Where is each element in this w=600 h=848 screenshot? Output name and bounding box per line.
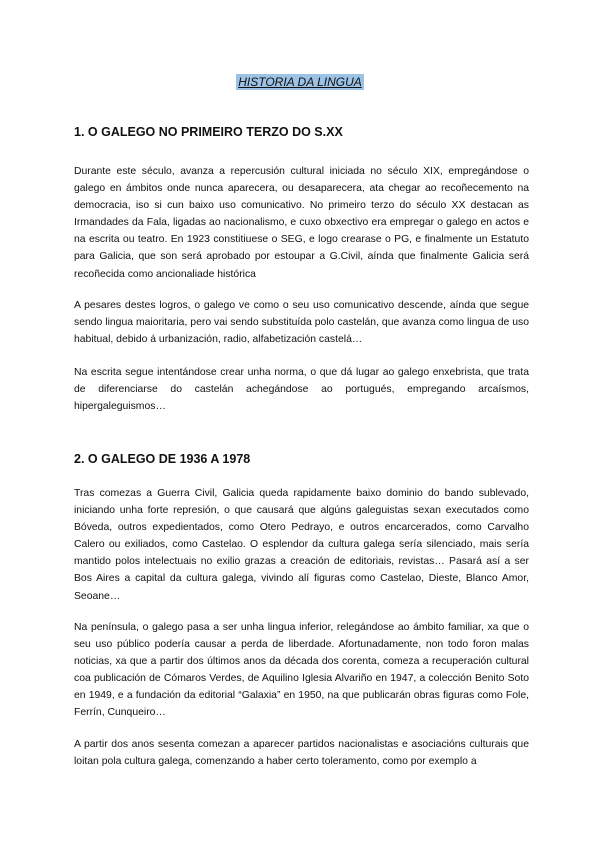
section-1-paragraph-3: Na escrita segue intentándose crear unha norma, o que dá lugar ao galego enxebrista, que trata de diferenciarse do castelán achegándose ao portugués, empregando arcaísmos, hipergaleguismos… — [74, 367, 529, 413]
section-2-paragraph-2: Na península, o galego pasa a ser unha lingua inferior, relegándose ao ámbito familiar, xa que o seu uso público podería causar a perda de liberdade. Afortunadamente, non todo foron malas noticias, xa que a partir dos últimos anos da década dos corenta, comeza a recuperación cultural coa publicación de Cómaros Verdes, de Aquilino Iglesia Alvariño en 1947, a colección Benito Soto en 1949, e a fundación da editorial “Galaxia” en 1950, na que publicarán obras figuras como Fole, Ferrín, Cunqueiro… — [74, 622, 529, 719]
section-heading-1: 1. O GALEGO NO PRIMEIRO TERZO DO S.XX — [74, 125, 343, 139]
section-heading-2: 2. O GALEGO DE 1936 A 1978 — [74, 452, 251, 466]
section-2-paragraph-1: Tras comezas a Guerra Civil, Galicia queda rapidamente baixo dominio do bando sublevado, iniciando unha forte represión, o que causará que algúns galeguistas sexan executados como Bóveda, outros expedientados, como Otero Pedrayo, e outros encarcerados, como Carvalho Calero ou exiliados, como Castelao. O esplendor da cultura galega sería silenciado, mais sería mantido polos intelectuais no exilio grazas a creación de editoriais, revistas… Pasará así a ser Bos Aires a capital da cultura galega, vivindo alí figuras como Castelao, Dieste, Blanco Amor, Seoane… — [74, 488, 529, 602]
section-1-paragraph-1: Durante este século, avanza a repercusión cultural iniciada no século XIX, empregándose o galego en ámbitos onde nunca aparecera, ou desaparecera, ata chegar ao recoñecemento na democracia, iso si cun baixo uso comunicativo. No primeiro terzo do século XX destacan as Irmandades da Fala, ligadas ao nacionalismo, e cuxo obxectivo era empregar o galego en actos e na escrita ou teatro. En 1923 constitiuese o SEG, e logo crearase o PG, e finalmente un Estatuto para Galicia, que son será aprobado por estoupar a G.Civil, aínda que finalmente Galicia será recoñecida como ancionaliade histórica — [74, 166, 529, 280]
document-title-text: HISTORIA DA LINGUA — [238, 75, 362, 89]
document-title — [0, 74, 600, 90]
section-1-paragraph-2: A pesares destes logros, o galego ve como o seu uso comunicativo descende, aínda que segue sendo lingua maioritaria, pero vai sendo substituída polo castelán, que avanza como lingua de uso habitual, debido á urbanización, radio, alfabetización castelá… — [74, 300, 529, 346]
section-2-paragraph-3: A partir dos anos sesenta comezan a aparecer partidos nacionalistas e asociacións culturais que loitan pola cultura galega, comenzando a haber certo toleramento, como por exemplo a — [74, 739, 529, 768]
